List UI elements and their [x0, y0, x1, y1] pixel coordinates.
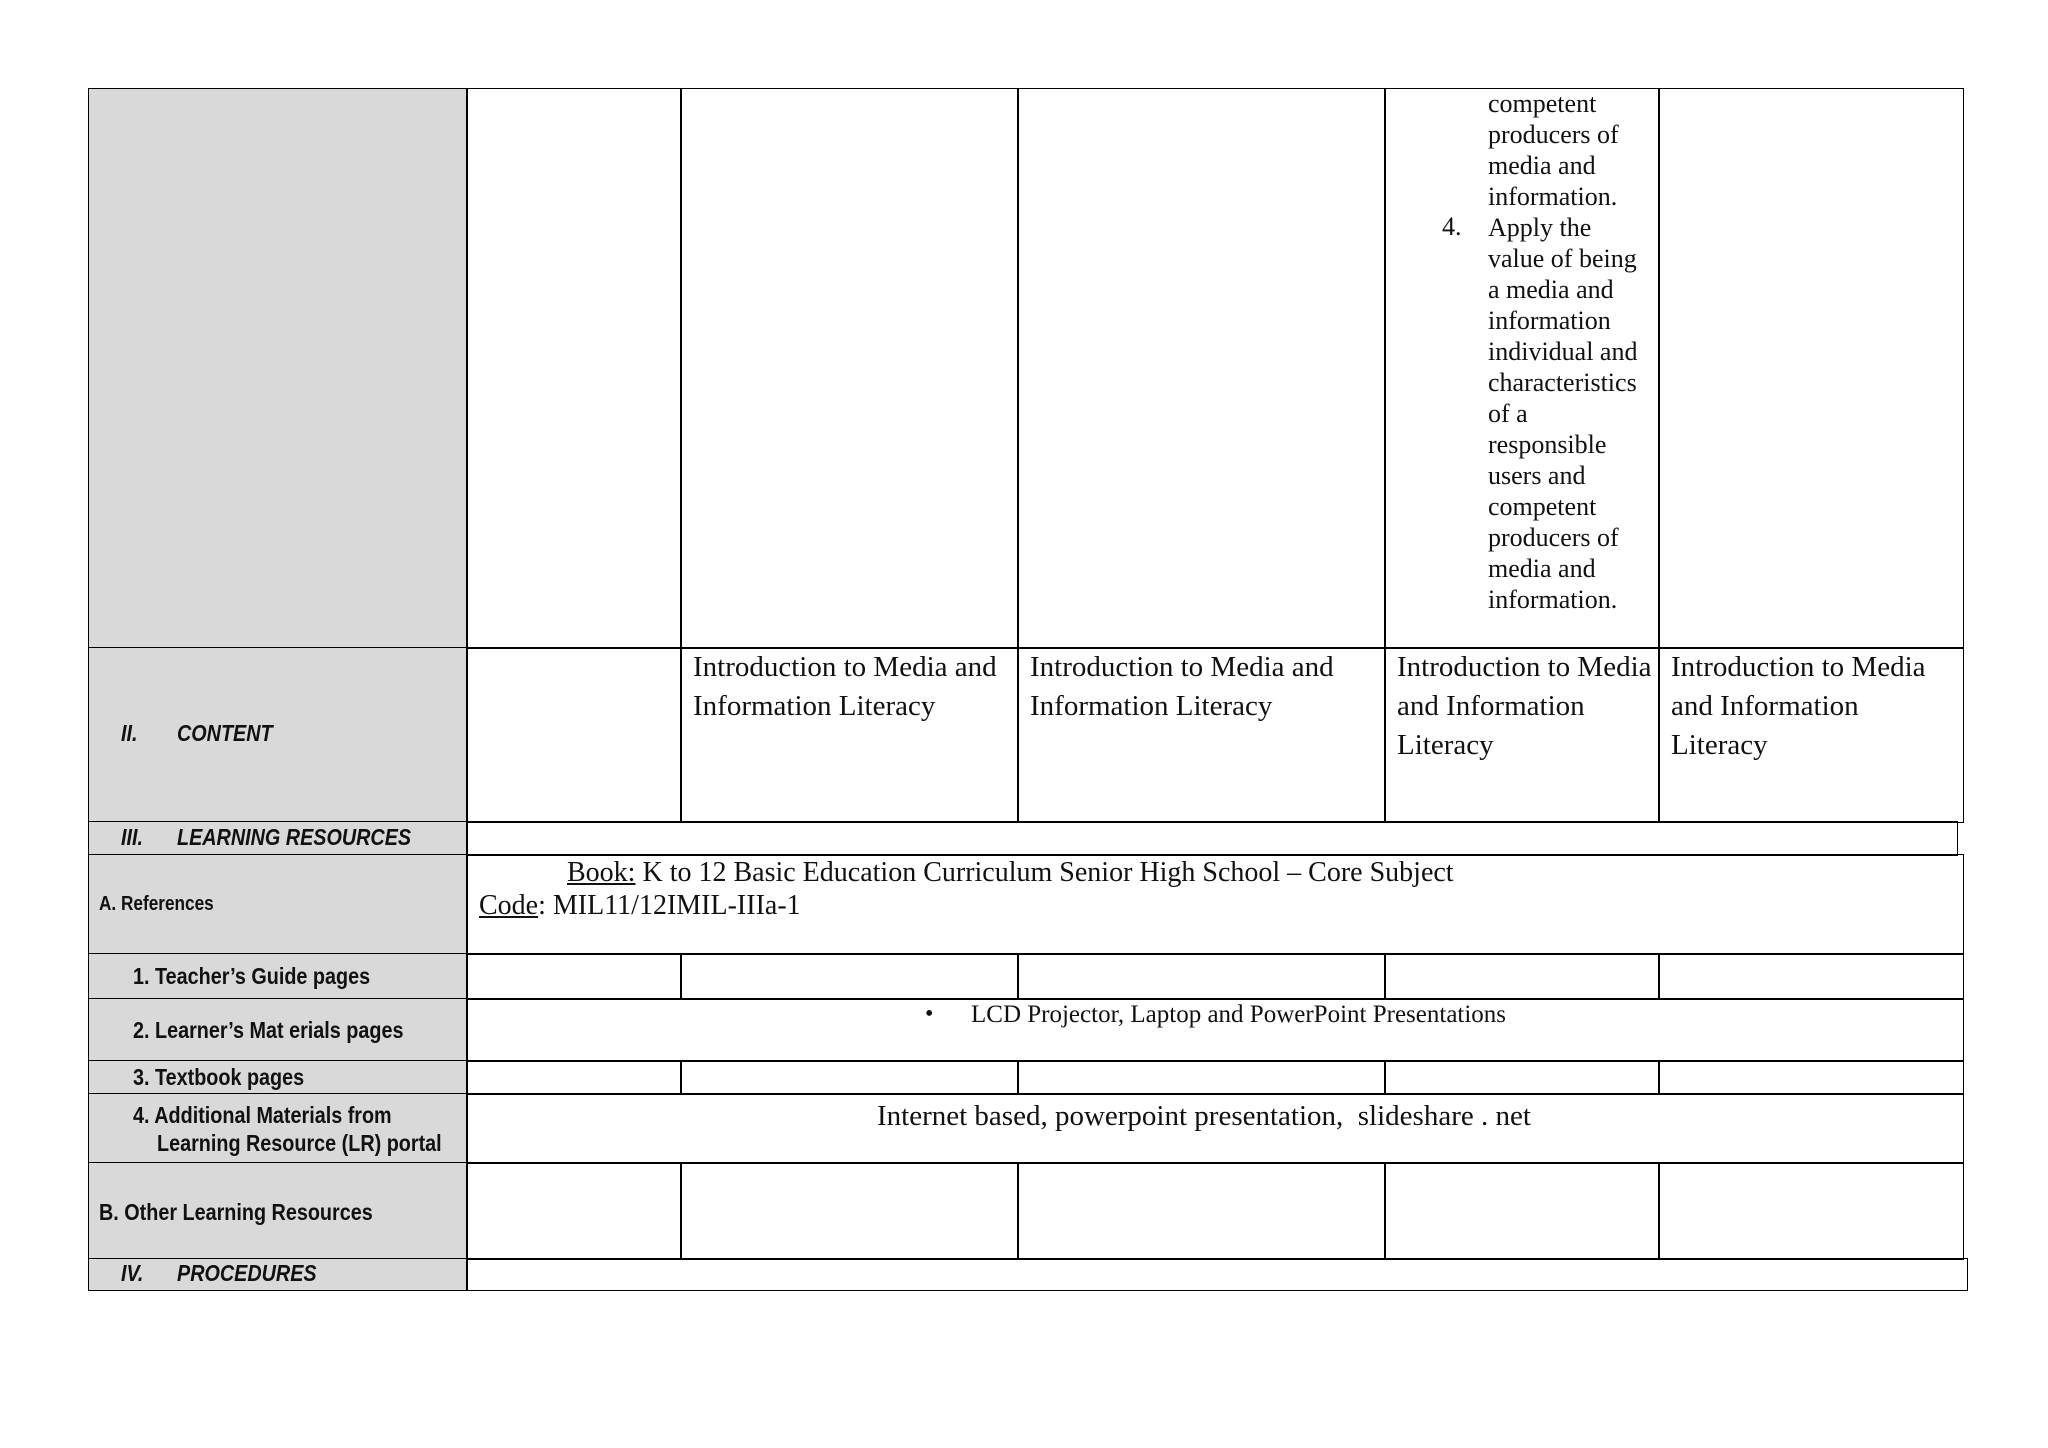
procedures-cell	[466, 1258, 1968, 1291]
learning-resources-section-number: III.	[121, 824, 143, 850]
objectives-cell-2	[680, 88, 1019, 649]
objective-item-4-number: 4.	[1442, 212, 1462, 241]
content-text-2: Introduction to Media and Information Literacy	[693, 651, 997, 722]
book-label: Book:	[567, 857, 636, 888]
procedures-section-label: PROCEDURES	[177, 1260, 317, 1286]
other-resources-cell-3	[1017, 1162, 1386, 1260]
objectives-cell-1	[466, 88, 682, 649]
textbook-cell-2	[680, 1060, 1019, 1095]
textbook-cell-3	[1017, 1060, 1386, 1095]
code-text: : MIL11/12IMIL-IIIa-1	[538, 890, 801, 921]
teachers-guide-cell-2	[680, 953, 1019, 1000]
objectives-continued-text: competent producers of media and information. Apply the value of being a media and information individual and characteristics of a responsible users and competent producers of media and information.	[1488, 89, 1638, 614]
teachers-guide-label-cell	[88, 953, 468, 1000]
content-section-number: II.	[121, 720, 138, 746]
other-resources-label-cell	[88, 1162, 468, 1260]
objectives-cell-5	[1658, 88, 1964, 649]
learners-materials-label-cell	[88, 998, 468, 1062]
references-book-line	[567, 857, 1454, 889]
content-label-cell	[88, 647, 468, 823]
textbook-cell-1	[466, 1060, 682, 1095]
other-resources-cell-2	[680, 1162, 1019, 1260]
learning-resources-label-cell	[88, 821, 468, 856]
references-code-line	[479, 890, 801, 922]
references-label-cell	[88, 854, 468, 955]
book-text: K to 12 Basic Education Curriculum Senior High School – Core Subject	[635, 857, 1454, 888]
additional-materials-label-line1: 4. Additional Materials from	[133, 1102, 392, 1128]
other-resources-cell-4	[1384, 1162, 1660, 1260]
content-cell-2	[680, 647, 1019, 823]
learners-materials-bullet: •	[925, 1001, 934, 1027]
other-resources-cell-5	[1658, 1162, 1964, 1260]
content-cell-4	[1384, 647, 1660, 823]
content-cell-1	[466, 647, 682, 823]
textbook-label: 3. Textbook pages	[133, 1064, 305, 1090]
additional-materials-label-cell	[88, 1093, 468, 1164]
content-cell-5	[1658, 647, 1964, 823]
code-label: Code	[479, 890, 539, 921]
content-cell-3	[1017, 647, 1386, 823]
additional-materials-cell	[466, 1093, 1964, 1164]
teachers-guide-cell-5	[1658, 953, 1964, 1000]
textbook-cell-5	[1658, 1060, 1964, 1095]
textbook-cell-4	[1384, 1060, 1660, 1095]
content-text-3: Introduction to Media and Information Literacy	[1030, 651, 1334, 722]
procedures-section-number: IV.	[121, 1260, 144, 1286]
learners-materials-text: LCD Projector, Laptop and PowerPoint Presentations	[971, 1001, 1507, 1028]
additional-materials-label-line2: Learning Resource (LR) portal	[157, 1130, 442, 1156]
textbook-label-cell	[88, 1060, 468, 1095]
teachers-guide-cell-1	[466, 953, 682, 1000]
teachers-guide-cell-3	[1017, 953, 1386, 1000]
additional-materials-text: Internet based, powerpoint presentation, slideshare . net	[877, 1100, 1531, 1132]
learning-resources-cell	[466, 821, 1958, 856]
learning-resources-section-label: LEARNING RESOURCES	[177, 824, 412, 850]
content-text-5: Introduction to Media and Information Literacy	[1671, 651, 1926, 761]
content-text-4: Introduction to Media and Information Literacy	[1397, 651, 1652, 761]
objectives-cell-3	[1017, 88, 1386, 649]
references-cell	[466, 854, 1964, 955]
references-label: A. References	[99, 893, 214, 915]
content-section-label: CONTENT	[177, 720, 273, 746]
procedures-label-cell	[88, 1258, 468, 1291]
other-resources-cell-1	[466, 1162, 682, 1260]
teachers-guide-label: 1. Teacher’s Guide pages	[133, 963, 371, 989]
learners-materials-label: 2. Learner’s Mat erials pages	[133, 1017, 404, 1043]
objectives-label-cell	[88, 88, 468, 649]
learners-materials-cell	[466, 998, 1964, 1062]
teachers-guide-cell-4	[1384, 953, 1660, 1000]
other-resources-label: B. Other Learning Resources	[99, 1199, 373, 1225]
